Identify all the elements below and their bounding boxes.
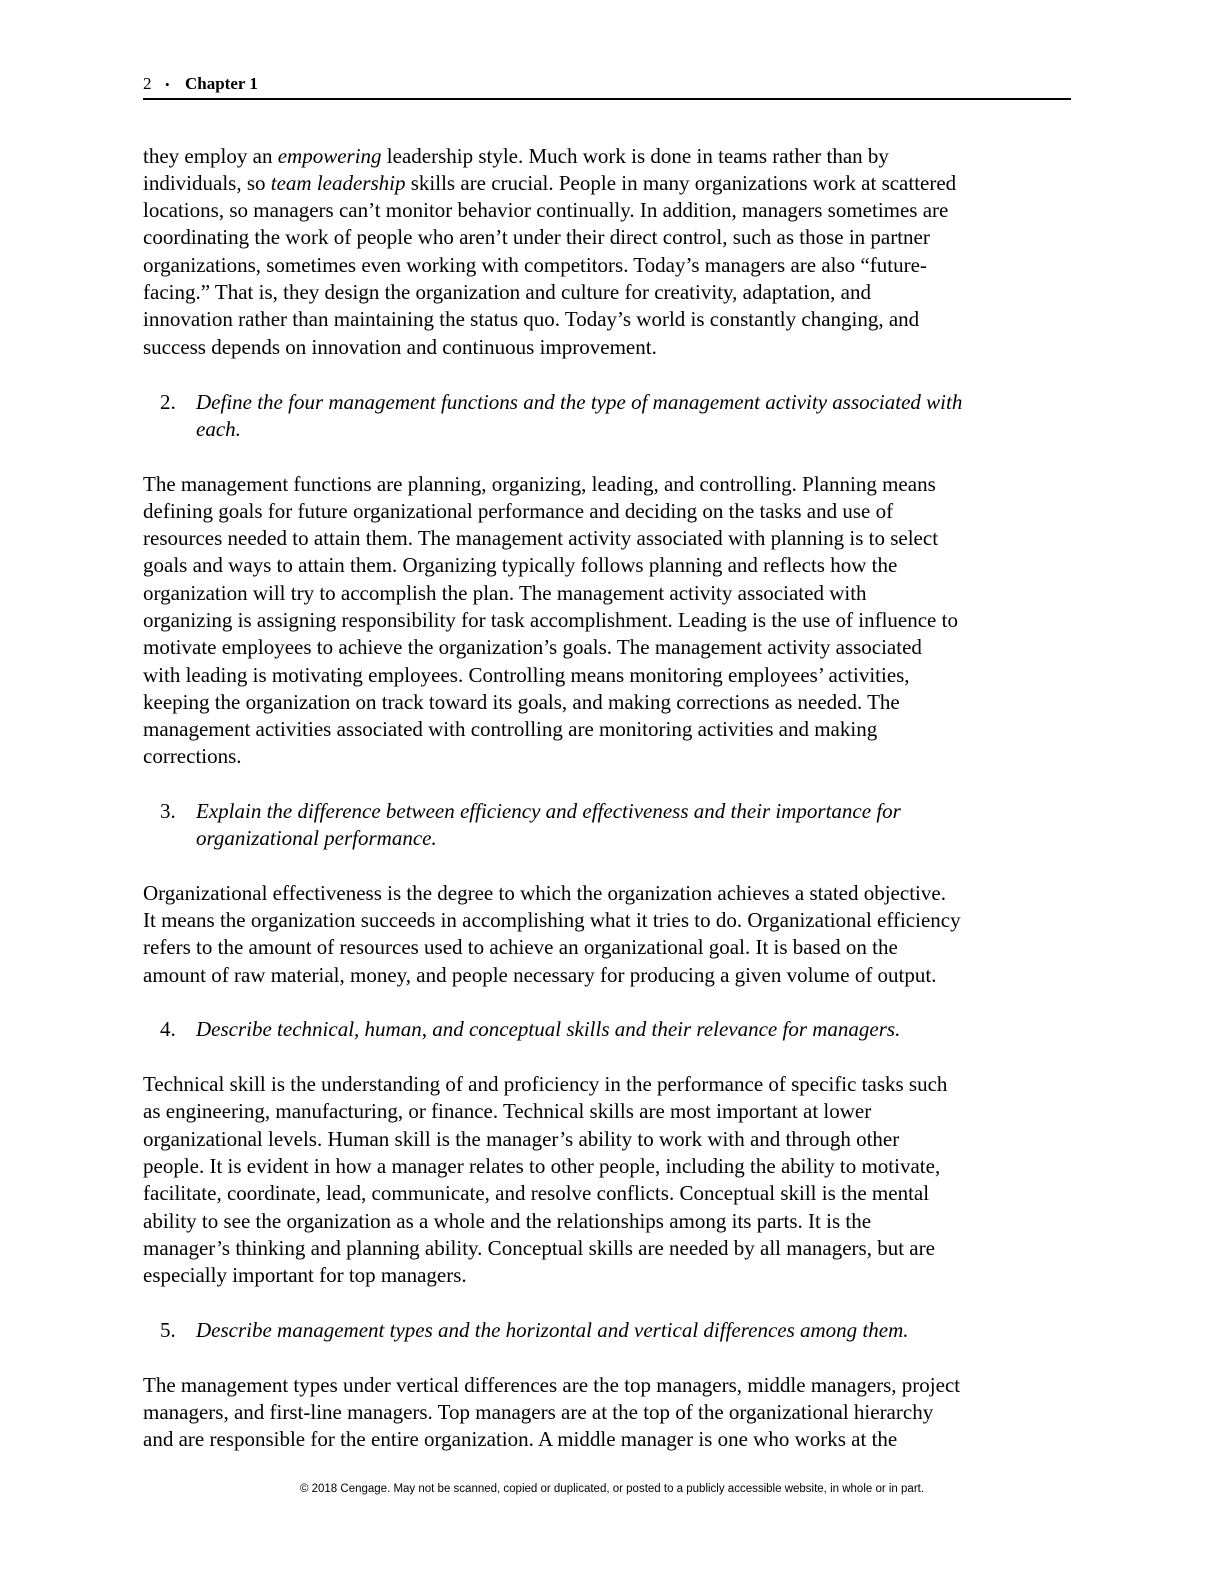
paragraph-line: management activities associated with controlling are monitoring activities and making <box>143 717 878 741</box>
paragraph-line: especially important for top managers. <box>143 1263 467 1287</box>
paragraph-line: motivate employees to achieve the organization’s goals. The management activity associated <box>143 635 922 659</box>
paragraph-line: with leading is motivating employees. Controlling means monitoring employees’ activities, <box>143 663 910 687</box>
paragraph-line: success depends on innovation and continuous improvement. <box>143 335 657 359</box>
paragraph-line: resources needed to attain them. The management activity associated with planning is to select <box>143 526 939 550</box>
question-line: organizational performance. <box>196 826 437 850</box>
paragraph-line <box>143 170 956 197</box>
paragraph-line: locations, so managers can’t monitor behavior continually. In addition, managers sometimes are <box>143 198 949 222</box>
question-line: Explain the difference between efficiency and effectiveness and their importance for <box>196 799 901 823</box>
question-number: 5. <box>160 1318 176 1342</box>
paragraph-line: facing.” That is, they design the organization and culture for creativity, adaptation, and <box>143 280 871 304</box>
text-run: leadership style. Much work is done in teams rather than by <box>381 144 889 168</box>
paragraph-line: organizational levels. Human skill is the manager’s ability to work with and through other <box>143 1127 900 1151</box>
paragraph-line: amount of raw material, money, and people necessary for producing a given volume of output. <box>143 963 937 987</box>
paragraph-line: goals and ways to attain them. Organizing typically follows planning and reflects how the <box>143 553 898 577</box>
paragraph-line: innovation rather than maintaining the status quo. Today’s world is constantly changing, and <box>143 307 920 331</box>
paragraph-line: facilitate, coordinate, lead, communicate, and resolve conflicts. Conceptual skill is the mental <box>143 1181 930 1205</box>
paragraph-line: people. It is evident in how a manager relates to other people, including the ability to motivate, <box>143 1154 941 1178</box>
text-run: they employ an <box>143 144 278 168</box>
question-number: 2. <box>160 390 176 414</box>
question-line: Define the four management functions and the type of management activity associated with <box>196 390 963 414</box>
paragraph-line: manager’s thinking and planning ability. Conceptual skills are needed by all managers, but are <box>143 1236 935 1260</box>
running-header <box>143 74 1071 100</box>
question-line: Describe technical, human, and conceptual skills and their relevance for managers. <box>196 1017 901 1041</box>
paragraph-line: organizations, sometimes even working with competitors. Today’s managers are also “future- <box>143 253 927 277</box>
paragraph-line: corrections. <box>143 744 242 768</box>
text-run: skills are crucial. People in many organizations work at scattered <box>405 171 957 195</box>
paragraph-line: refers to the amount of resources used to achieve an organizational goal. It is based on the <box>143 935 898 959</box>
bullet-separator: • <box>165 77 170 92</box>
header-rule <box>143 98 1071 100</box>
paragraph-line: ability to see the organization as a whole and the relationships among its parts. It is the <box>143 1209 872 1233</box>
paragraph-line: organization will try to accomplish the plan. The management activity associated with <box>143 581 867 605</box>
paragraph-line: coordinating the work of people who aren’t under their direct control, such as those in partner <box>143 225 930 249</box>
chapter-title: Chapter 1 <box>185 74 258 93</box>
paragraph-line: managers, and first-line managers. Top managers are at the top of the organizational hierarchy <box>143 1400 934 1424</box>
text-run: individuals, so <box>143 171 271 195</box>
paragraph-line: Technical skill is the understanding of and proficiency in the performance of specific tasks such <box>143 1072 948 1096</box>
paragraph-line <box>143 143 889 170</box>
question-line: Describe management types and the horizontal and vertical differences among them. <box>196 1318 909 1342</box>
paragraph-line: It means the organization succeeds in accomplishing what it tries to do. Organizational efficiency <box>143 908 961 932</box>
paragraph-line: as engineering, manufacturing, or finance. Technical skills are most important at lower <box>143 1099 872 1123</box>
paragraph-line: organizing is assigning responsibility for task accomplishment. Leading is the use of influence to <box>143 608 958 632</box>
paragraph-line: Organizational effectiveness is the degree to which the organization achieves a stated objective. <box>143 881 946 905</box>
page-number: 2 <box>143 74 152 93</box>
question-number: 4. <box>160 1017 176 1041</box>
question-number: 3. <box>160 799 176 823</box>
paragraph-line: The management types under vertical differences are the top managers, middle managers, project <box>143 1373 961 1397</box>
copyright-footer: © 2018 Cengage. May not be scanned, copied or duplicated, or posted to a publicly accessible website, in whole or in part. <box>299 1483 925 1495</box>
paragraph-line: defining goals for future organizational performance and deciding on the tasks and use of <box>143 499 894 523</box>
emphasis-text: team leadership <box>270 171 406 195</box>
paragraph-line: The management functions are planning, organizing, leading, and controlling. Planning means <box>143 472 936 496</box>
paragraph-line: keeping the organization on track toward its goals, and making corrections as needed. The <box>143 690 900 714</box>
question-line: each. <box>196 417 241 441</box>
paragraph-line: and are responsible for the entire organization. A middle manager is one who works at the <box>143 1427 898 1451</box>
emphasis-text: empowering <box>277 144 382 168</box>
